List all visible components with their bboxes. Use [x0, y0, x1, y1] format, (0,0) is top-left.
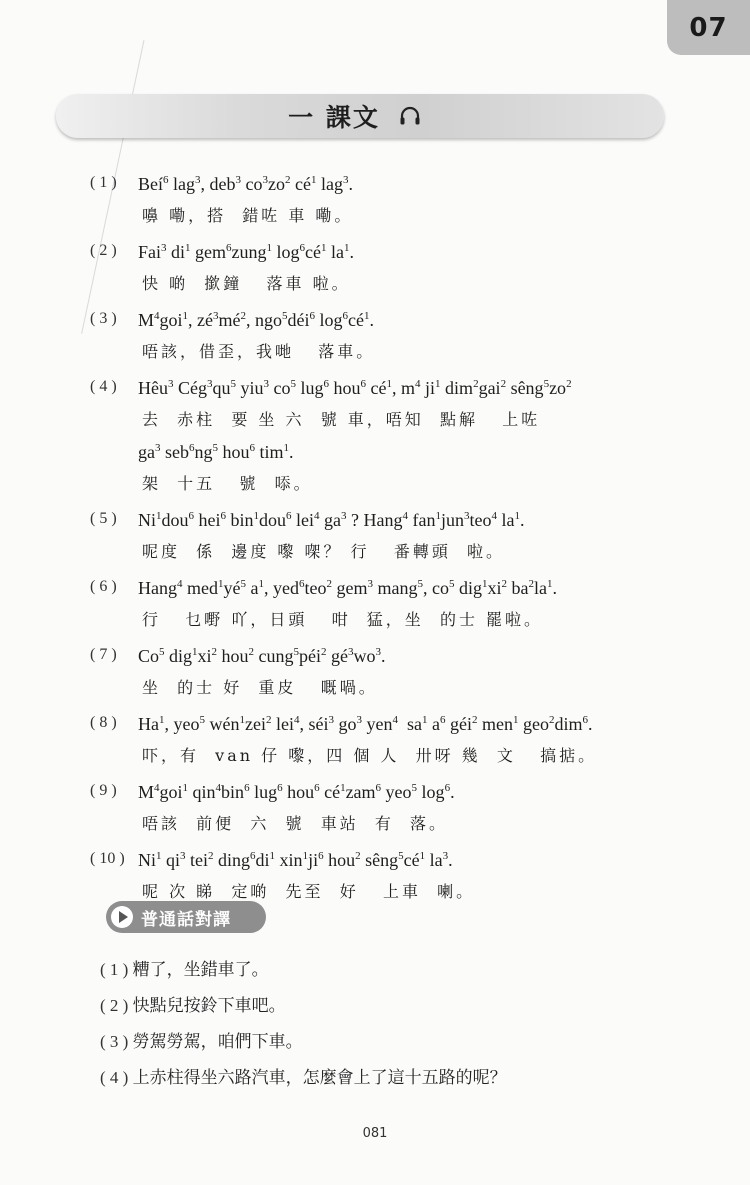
cantonese-line: 呢 次 睇 定啲 先至 好 上車 喇。 [142, 882, 476, 901]
romanization-line: Co$^5$ $dig^1xi^2$ hou$^2$ cung$^5$péi$^2$ $gé^3wo^3$. [138, 646, 386, 666]
page-number: 081 [362, 1126, 388, 1141]
romanization-line: Hang$^4$ $med^1yé^5$ $a^1$, yed$^6$teo$^2$ gem$^3$ mang$^5$, $co^5$ $dig^1xi^2$ $ba^2la^1$. [138, 578, 558, 598]
item-number: ( 5 ) [90, 510, 117, 527]
translation-text: 快點兒按鈴下車吧。 [132, 996, 286, 1016]
lesson-item [90, 504, 710, 568]
item-number: ( 1 ) [90, 174, 117, 191]
cantonese-line: 行 乜嘢 吖，日頭 咁 猛，坐 的士 罷啦。 [142, 610, 544, 629]
romanization-line: Ha$^1$, yeo$^5$ wén$^1$zei$^2$ lei$^4$, séi$^3$ $go^3$ yen$^4$ $sa^1$ $a^6$ géi$^2$ men$^1$ geo$^2$dim$^6$. [138, 714, 593, 734]
lesson-item [90, 236, 710, 300]
cantonese-line: 快 啲 撳鐘 落車 啦。 [142, 274, 351, 293]
translation-number: ( 2 ) [100, 996, 133, 1015]
lesson-item [90, 844, 710, 908]
section-title-bar [56, 94, 664, 138]
translation-list [100, 952, 507, 1096]
cantonese-line: 架 十五 號 㖭。 [142, 474, 313, 493]
cantonese-line: 嚊 嘞，搭 錯咗 車 嘞。 [142, 206, 354, 225]
translation-text: 勞駕勞駕，咱們下車。 [132, 1032, 303, 1052]
cantonese-line: 去 赤柱 要 坐 六 號 車，唔知 點解 上咗 [142, 410, 541, 429]
lesson-item [90, 572, 710, 636]
translation-line [100, 952, 507, 988]
lesson-item [90, 168, 710, 232]
cantonese-line: 坐 的士 好 重皮 嘅喎。 [142, 678, 378, 697]
lesson-item [90, 640, 710, 704]
translation-number: ( 3 ) [100, 1032, 133, 1051]
romanization-line: $ga^3$ $seb^6ng^5$ hou$^6$ tim$^1$. [138, 442, 294, 462]
item-number: ( 8 ) [90, 714, 117, 731]
item-number: ( 9 ) [90, 782, 117, 799]
lesson-item [90, 304, 710, 368]
translation-text: 上赤柱得坐六路汽車，怎麼會上了這十五路的呢？ [132, 1068, 507, 1088]
translation-number: ( 4 ) [100, 1068, 133, 1087]
romanization-line: Fai$^3$ $di^1$ gem$^6$zung$^1$ $\log^6cé^1$ $la^1$. [138, 242, 355, 262]
lesson-item [90, 372, 710, 500]
romanization-line: Beí$^6$ lag$^3$, deb$^3$ $co^3zo^2$ $cé^1$ lag$^3$. [138, 174, 353, 194]
cantonese-line: 呢度 係 邊度 嚟 㗎？ 行 番轉頭 啦。 [142, 542, 506, 561]
item-number: ( 2 ) [90, 242, 117, 259]
lesson-item [90, 776, 710, 840]
romanization-line: $M^4goi^1$ qin$^4$bin$^6$ lug$^6$ hou$^6$ $cé^1zam^6$ yeo$^5$ $\log^6$. [138, 782, 455, 802]
romanization-line: Ni$^1$dou$^6$ hei$^6$ bin$^1$dou$^6$ lei$^4$ $ga^3$ ? Hang$^4$ fan$^1$jun$^3$teo$^4$ $la^1$. [138, 510, 525, 530]
translation-number: ( 1 ) [100, 960, 133, 979]
cantonese-line: 唔該 前便 六 號 車站 有 落。 [142, 814, 449, 833]
headphone-icon[interactable] [398, 104, 422, 128]
chapter-badge [667, 0, 750, 55]
item-number: ( 7 ) [90, 646, 117, 663]
cantonese-line: 吓，有 van 仔 嚟，四 個 人 卅呀 幾 文 搞掂。 [142, 746, 598, 765]
translation-line [100, 1060, 507, 1096]
item-number: ( 6 ) [90, 578, 117, 595]
lesson-item [90, 708, 710, 772]
translation-line [100, 1024, 507, 1060]
mandarin-translation-heading[interactable] [106, 901, 266, 933]
section-title: 一 課文 [288, 103, 380, 132]
romanization-line: Hêu$^3$ $Cég^3qu^5$ yiu$^3$ $co^5$ lug$^6$ hou$^6$ $cé^1$, $m^4$ $ji^1$ dim$^2$gai$^2$ $sêng^5zo^2$ [138, 378, 572, 398]
cantonese-line: 唔該，借歪，我哋 落車。 [142, 342, 376, 361]
item-number: ( 10 ) [90, 850, 125, 867]
item-number: ( 4 ) [90, 378, 117, 395]
translation-text: 糟了，坐錯車了。 [132, 960, 269, 980]
item-number: ( 3 ) [90, 310, 117, 327]
romanization-line: Ni$^1$ $qi^3$ tei$^2$ $ding^6di^1$ $xin^1ji^6$ hou$^2$ $sêng^5cé^1$ $la^3$. [138, 850, 453, 870]
translation-line [100, 988, 507, 1024]
play-icon[interactable] [111, 906, 133, 928]
chapter-number: 07 [689, 12, 728, 43]
romanization-line: $M^4goi^1$, $zé^3mé^2$, ngo$^5$déi$^6$ $\log^6cé^1$. [138, 310, 375, 330]
mandarin-heading-label: 普通話對譯 [141, 909, 231, 930]
lesson-text [90, 168, 710, 912]
